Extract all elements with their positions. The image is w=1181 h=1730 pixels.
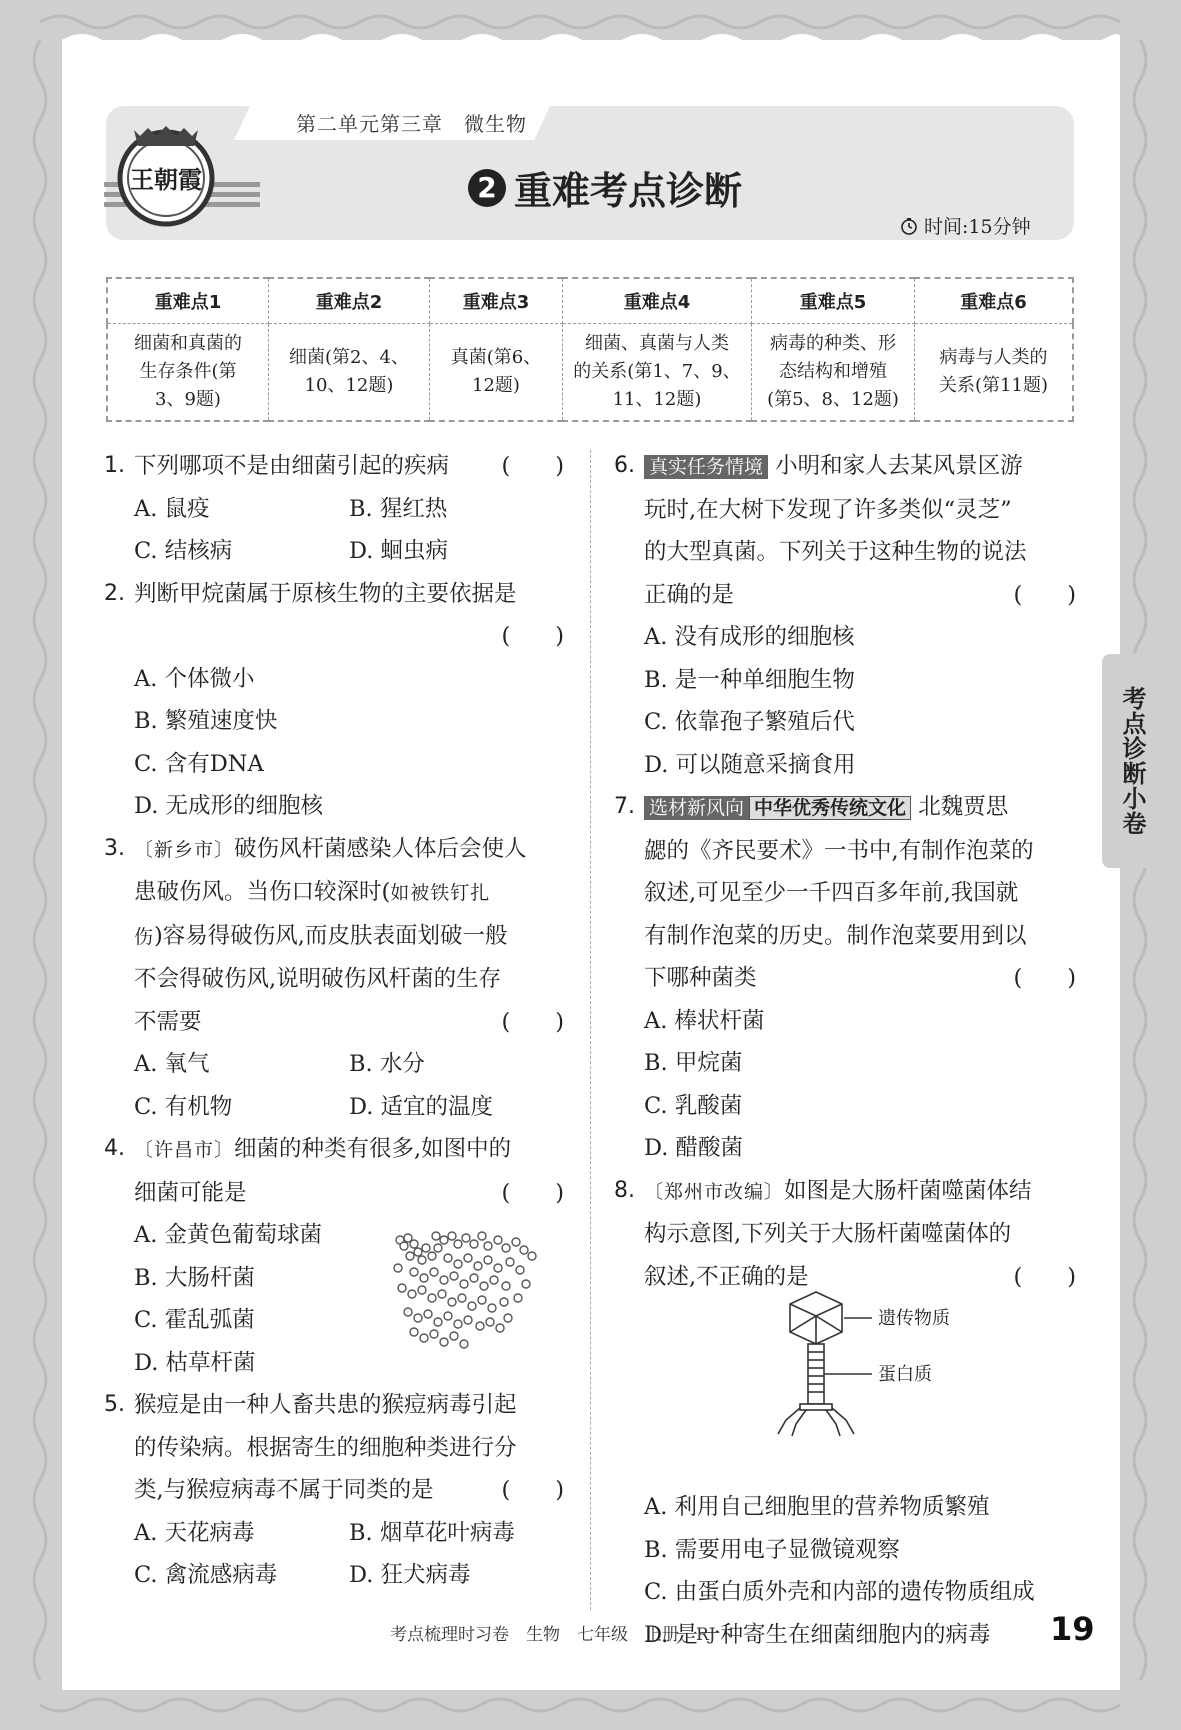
question-number: 6.: [614, 453, 635, 478]
question-tag: 选材新风向: [644, 796, 749, 820]
option-d: D. 枯草杆菌: [134, 1349, 256, 1376]
cell-line: 真菌(第6、: [450, 347, 542, 368]
footer-text: 考点梳理时习卷 生物 七年级 上册 RJ: [390, 1625, 716, 1645]
option-d: D. 适宜的温度: [349, 1093, 494, 1120]
question-number: 8.: [614, 1177, 635, 1203]
question-source: 〔郑州市改编〕: [644, 1180, 785, 1203]
answer-line: [104, 615, 564, 658]
question-text: 北魏贾思: [918, 794, 1009, 820]
question-tag: 真实任务情境: [644, 455, 768, 479]
bacteriophage-illustration: [770, 1288, 1010, 1438]
option-c: C. 结核病: [134, 538, 233, 564]
question-text: 破伤风杆菌感染人体后会使人: [234, 835, 527, 862]
cell-line: 病毒与人类的: [939, 347, 1048, 368]
wangzhaoxia-logo: [104, 120, 260, 238]
question-text-small: 伤: [134, 925, 155, 948]
question-text: 正确的是: [644, 581, 735, 608]
option-c: C. 有机物: [134, 1093, 233, 1120]
question-number: 3.: [104, 835, 125, 861]
question-text: 细菌可能是: [134, 1179, 247, 1206]
question-8: [614, 1170, 1076, 1299]
question-number: 1.: [104, 453, 125, 478]
table-header-row: [107, 278, 1073, 324]
cell-line: 细菌和真菌的: [134, 333, 242, 354]
column-divider: [590, 450, 591, 1610]
answer-blank: ( ): [1013, 965, 1076, 991]
option-c: C. 霍乱弧菌: [134, 1307, 255, 1333]
option-a: A. 个体微小: [134, 665, 255, 692]
chapter-title: 第二单元第三章 微生物: [296, 112, 527, 136]
option-b: B. 猩红热: [349, 495, 448, 522]
question-tag-topic: 中华优秀传统文化: [749, 796, 911, 820]
question-2: [104, 573, 564, 616]
question-text: 下列哪项不是由细菌引起的疾病: [134, 453, 450, 479]
option-c: C. 禽流感病毒: [134, 1562, 278, 1588]
left-column: [104, 445, 564, 1597]
question-number: 2.: [104, 580, 125, 606]
cell-line: 态结构和增殖: [779, 361, 887, 382]
question-number: 4.: [104, 1136, 125, 1161]
title-number: 2: [468, 169, 506, 207]
question-text: 猴痘是由一种人畜共患的猴痘病毒引起: [134, 1392, 517, 1418]
option-b: B. 大肠杆菌: [134, 1264, 255, 1291]
question-text: 勰的《齐民要术》一书中,有制作泡菜的: [644, 837, 1034, 864]
option-a: A. 利用自己细胞里的营养物质繁殖: [644, 1494, 990, 1520]
key-points-table: [106, 277, 1074, 422]
option-b: B. 需要用电子显微镜观察: [644, 1536, 900, 1563]
option-d: D. 可以随意采摘食用: [644, 751, 856, 778]
question-text: 叙述,可见至少一千四百多年前,我国就: [644, 880, 1019, 906]
cell-line: 病毒的种类、形: [770, 333, 896, 354]
option-d: D. 无成形的细胞核: [134, 793, 324, 819]
options-row: [104, 1086, 564, 1129]
table-cell: [915, 324, 1074, 422]
cell-line: 生存条件(第: [139, 361, 237, 382]
option-a: A. 鼠疫: [134, 495, 210, 522]
option-b: B. 烟草花叶病毒: [349, 1519, 515, 1546]
option-d: D. 狂犬病毒: [349, 1562, 471, 1588]
cell-line: 10、12题): [304, 375, 394, 396]
answer-blank: ( ): [501, 1008, 564, 1035]
option-a: A. 棒状杆菌: [644, 1007, 765, 1034]
option-d: D. 蛔虫病: [349, 538, 449, 564]
option-d: D. 是一种寄生在细菌细胞内的病毒: [644, 1621, 991, 1648]
table-cell: [107, 324, 269, 422]
table-cell: [430, 324, 563, 422]
table-header: 重难点6: [915, 278, 1074, 324]
question-source: 〔许昌市〕: [134, 1139, 235, 1161]
question-text-small: 如被铁钉扎: [390, 882, 491, 904]
answer-blank: ( ): [501, 623, 564, 649]
table-header: 重难点1: [107, 278, 269, 324]
title-text: 重难考点诊断: [514, 169, 743, 213]
question-1: [104, 445, 564, 488]
clock-icon: [900, 217, 918, 235]
option-b: B. 水分: [349, 1051, 425, 1077]
label-genetic-material: 遗传物质: [878, 1308, 950, 1329]
question-text: 叙述,不正确的是: [644, 1263, 809, 1290]
table-cell: [563, 324, 752, 422]
question-text: 细菌的种类有很多,如图中的: [234, 1136, 512, 1162]
question-text: 的传染病。根据寄生的细胞种类进行分: [134, 1434, 517, 1461]
question-number: 7.: [614, 794, 635, 819]
cell-line: 关系(第11题): [939, 375, 1048, 396]
option-a: A. 氧气: [134, 1051, 210, 1077]
table-cell: [269, 324, 430, 422]
option-d: D. 醋酸菌: [644, 1135, 744, 1161]
label-protein: 蛋白质: [878, 1364, 932, 1385]
question-text: 下哪种菌类: [644, 965, 757, 991]
answer-blank: ( ): [501, 453, 564, 479]
option-b: B. 是一种单细胞生物: [644, 666, 855, 693]
table-row: [107, 324, 1073, 422]
option-c: C. 由蛋白质外壳和内部的遗传物质组成: [644, 1579, 1035, 1605]
options-row: [104, 530, 564, 573]
question-text: 如图是大肠杆菌噬菌体结: [784, 1177, 1032, 1204]
cell-line: 12题): [472, 375, 520, 396]
option-a: A. 金黄色葡萄球菌: [134, 1222, 323, 1248]
answer-blank: ( ): [501, 1179, 564, 1206]
table-cell: [752, 324, 915, 422]
cell-line: 细菌、真菌与人类: [585, 333, 729, 354]
answer-blank: ( ): [501, 1477, 564, 1503]
cell-line: 的关系(第1、7、9、: [573, 361, 741, 382]
option-c: C. 依靠孢子繁殖后代: [644, 709, 855, 735]
time-limit: [900, 212, 1031, 239]
option-c: C. 含有DNA: [134, 750, 264, 777]
question-4: [104, 1128, 564, 1214]
question-text: 构示意图,下列关于大肠杆菌噬菌体的: [644, 1221, 1012, 1247]
question-text: 判断甲烷菌属于原核生物的主要依据是: [134, 580, 517, 607]
side-tab: 考点诊断小卷: [1102, 654, 1162, 868]
question-number: 5.: [104, 1392, 125, 1417]
question-text: 的大型真菌。下列关于这种生物的说法: [644, 539, 1027, 565]
question-text: 玩时,在大树下发现了许多类似“灵芝”: [644, 496, 1012, 523]
question-text: 不需要: [134, 1008, 202, 1035]
page-number: 19: [1050, 1610, 1095, 1648]
question-7: [614, 786, 1076, 1000]
table-header: 重难点2: [269, 278, 430, 324]
option-a: A. 没有成形的细胞核: [644, 624, 855, 650]
cell-line: 细菌(第2、4、: [289, 347, 409, 368]
option-c: C. 乳酸菌: [644, 1092, 743, 1119]
table-header: 重难点3: [430, 278, 563, 324]
logo-text: 王朝霞: [130, 165, 202, 194]
question-text: 小明和家人去某风景区游: [775, 453, 1023, 479]
question-text: 患破伤风。当伤口较深时(: [134, 879, 391, 905]
cell-line: (第5、8、12题): [767, 389, 899, 410]
question-3: [104, 828, 564, 1044]
question-text: 有制作泡菜的历史。制作泡菜要用到以: [644, 922, 1027, 949]
table-header: 重难点5: [752, 278, 915, 324]
question-text: )容易得破伤风,而皮肤表面划破一般: [154, 922, 508, 949]
right-column: [614, 445, 1076, 1656]
question-5: [104, 1384, 564, 1512]
options-row: [104, 1512, 564, 1555]
options-row: [104, 1554, 564, 1597]
option-b: B. 甲烷菌: [644, 1050, 743, 1076]
bacteria-illustration: [388, 1228, 544, 1352]
question-6: [614, 445, 1076, 616]
cell-line: 11、12题): [612, 389, 702, 410]
option-a: A. 天花病毒: [134, 1519, 255, 1546]
page-title: [468, 160, 742, 215]
question-source: 〔新乡市〕: [134, 838, 235, 861]
table-header: 重难点4: [563, 278, 752, 324]
cell-line: 3、9题): [155, 389, 221, 410]
time-text: 时间:15分钟: [924, 216, 1031, 238]
answer-blank: ( ): [1013, 581, 1076, 608]
answer-blank: ( ): [1013, 1263, 1076, 1290]
option-b: B. 繁殖速度快: [134, 708, 278, 734]
question-text: 类,与猴痘病毒不属于同类的是: [134, 1477, 434, 1503]
options-row: [104, 1043, 564, 1086]
options-row: [104, 488, 564, 531]
question-text: 不会得破伤风,说明破伤风杆菌的生存: [134, 966, 502, 992]
